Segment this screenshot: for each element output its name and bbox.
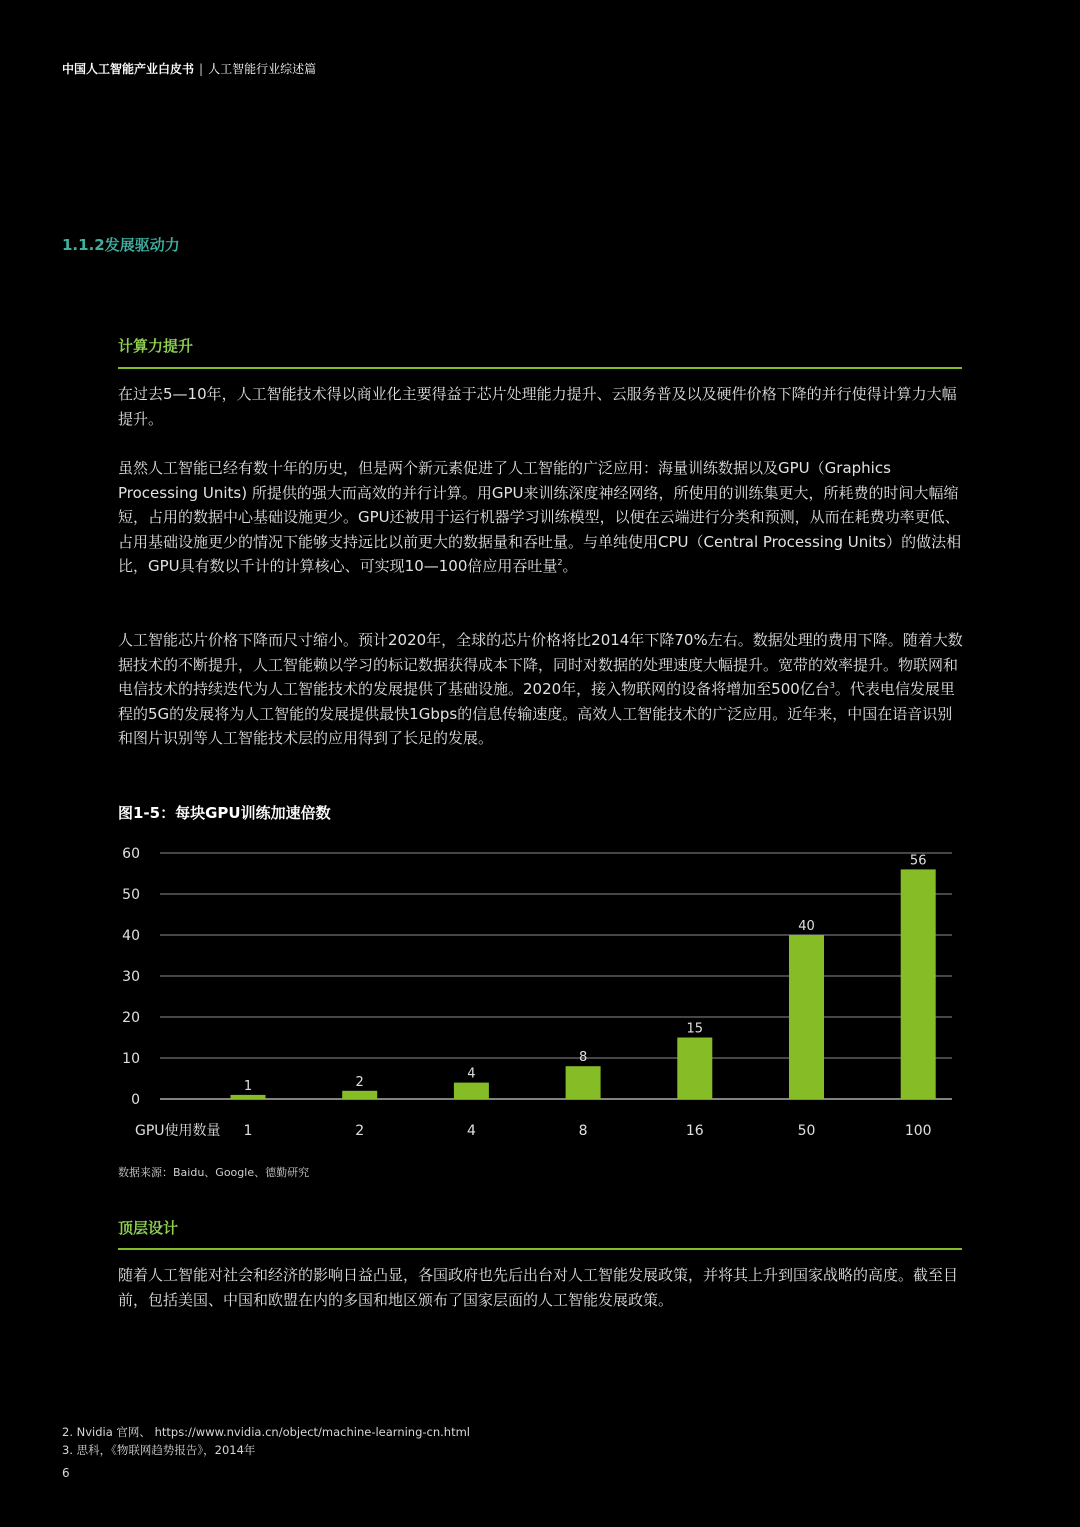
top-design-heading-rule: [118, 1248, 962, 1250]
y-tick-label: 40: [122, 928, 140, 944]
bar: [454, 1083, 489, 1099]
footnote-ref-3: 3: [829, 681, 835, 691]
y-tick-label: 30: [122, 969, 140, 985]
chart-x-ticks: [244, 1123, 932, 1139]
top-design-paragraph: 随着人工智能对社会和经济的影响日益凸显，各国政府也先后出台对人工智能发展政策，并将其上升到国家战略的高度。截至目前，包括美国、中国和欧盟在内的多国和地区颁布了国家层面的人工智能发展政策。: [118, 1266, 959, 1309]
x-tick-label: 2: [355, 1123, 365, 1139]
footnote-2: 2. Nvidia 官网、 https://www.nvidia.cn/object/machine-learning-cn.html: [62, 1425, 471, 1439]
y-tick-label: 60: [122, 846, 140, 862]
bar: [901, 869, 936, 1099]
compute-paragraph-1: 在过去5—10年，人工智能技术得以商业化主要得益于芯片处理能力提升、云服务普及以及硬件价格下降的并行使得计算力大幅提升。: [118, 385, 957, 428]
chart-y-ticks: [122, 846, 140, 1108]
bar-value-label: 8: [578, 1050, 588, 1066]
chart-gridlines: [160, 853, 952, 1099]
bar: [231, 1095, 266, 1099]
x-tick-label: 100: [904, 1123, 932, 1139]
bar: [677, 1038, 712, 1100]
header-subtitle: 人工智能行业综述篇: [208, 62, 317, 76]
compute-paragraph-3-text-a: 人工智能芯片价格下降而尺寸缩小。预计2020年，全球的芯片价格将比2014年下降70%左右。数据处理的费用下降。随着大数据技术的不断提升，人工智能赖以学习的标记数据获得成本下降，同时对数据的处理速度大幅提升。宽带的效率提升。物联网和电信技术的持续迭代为人工智能技术的发展提供了基础设施。2020年，接入物联网的设备将增加至500亿台: [118, 631, 963, 699]
compute-paragraph-2-text: 虽然人工智能已经有数十年的历史，但是两个新元素促进了人工智能的广泛应用：海量训练数据以及GPU（Graphics Processing Units) 所提供的强大而高效的并行计算。用GPU来训练深度神经网络，所使用的训练集更大，所耗费的时间大幅缩短，占用的数据中心基础设施更少。GPU还被用于运行机器学习训练模型，以便在云端进行分类和预测，从而在耗费功率更低、占用基础设施更少的情况下能够支持远比以前更大的数据量和吞吐量。与单纯使用CPU（Central Processing Units）的做法相比，GPU具有数以千计的计算核心、可实现10—100倍应用吞吐量: [118, 459, 962, 576]
x-tick-label: 4: [466, 1123, 476, 1139]
running-header: [62, 60, 316, 77]
figure-title: 图1-5：每块GPU训练加速倍数: [118, 804, 331, 822]
y-tick-label: 20: [122, 1010, 140, 1026]
compute-paragraph-2-end: 。: [562, 557, 578, 576]
bar: [342, 1091, 377, 1099]
chart-x-axis-label: GPU使用数量: [135, 1123, 221, 1139]
header-title: 中国人工智能产业白皮书: [62, 62, 195, 76]
y-tick-label: 0: [131, 1092, 140, 1108]
x-tick-label: 50: [797, 1123, 816, 1139]
bar-chart: [0, 830, 1080, 1150]
x-tick-label: 1: [243, 1123, 253, 1139]
compute-heading: 计算力提升: [118, 337, 194, 355]
top-design-heading: 顶层设计: [118, 1219, 179, 1237]
x-tick-label: 8: [578, 1123, 588, 1139]
compute-paragraph-3-text-b: 。代表电信发展里程的5G的发展将为人工智能的发展提供最快1Gbps的信息传输速度。高效人工智能技术的广泛应用。近年来，中国在语音识别和图片识别等人工智能技术层的应用得到了长足的发展。: [118, 680, 955, 748]
compute-paragraph-2: [118, 456, 964, 579]
header-separator: |: [199, 62, 204, 76]
bar: [566, 1066, 601, 1099]
footnote-ref-2: 2: [557, 558, 563, 568]
figure-source: 数据来源：Baidu、Google、德勤研究: [118, 1166, 310, 1179]
y-tick-label: 10: [122, 1051, 140, 1067]
y-tick-label: 50: [122, 887, 140, 903]
bar: [789, 935, 824, 1099]
bar-value-label: 15: [686, 1021, 704, 1037]
bar-value-label: 4: [467, 1066, 476, 1082]
compute-paragraph-3: [118, 628, 964, 751]
bar-value-label: 2: [355, 1074, 364, 1090]
page-number: 6: [62, 1466, 70, 1480]
section-title: 1.1.2发展驱动力: [62, 236, 180, 254]
bar-value-label: 1: [243, 1078, 253, 1094]
footnote-3: 3. 思科，《物联网趋势报告》，2014年: [62, 1443, 256, 1457]
x-tick-label: 16: [685, 1123, 704, 1139]
compute-heading-rule: [118, 367, 962, 369]
bar-value-label: 56: [909, 853, 927, 869]
bar-value-label: 40: [798, 919, 815, 934]
